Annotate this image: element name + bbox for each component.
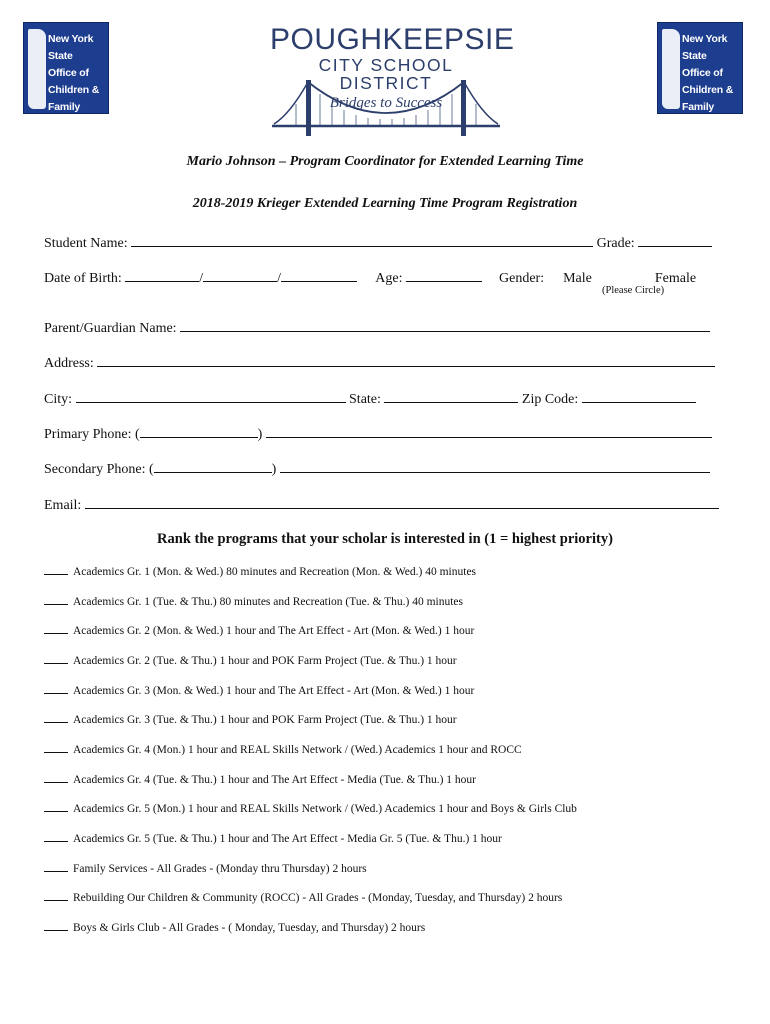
rank-field[interactable] <box>44 593 68 605</box>
parent-field[interactable] <box>180 317 710 332</box>
program-label: Family Services - All Grades - (Monday thru Thursday) 2 hours <box>73 863 367 875</box>
secondary-area-code-field[interactable] <box>154 458 272 473</box>
program-label: Academics Gr. 2 (Tue. & Thu.) 1 hour and POK Farm Project (Tue. & Thu.) 1 hour <box>73 655 457 667</box>
primary-phone-row <box>44 423 712 443</box>
grade-label: Grade: <box>596 236 635 251</box>
city-field[interactable] <box>76 388 346 403</box>
address-label: Address: <box>44 356 94 371</box>
student-name-row <box>44 232 712 252</box>
nys-ocfs-logo-left <box>23 22 109 130</box>
dob-slash: / <box>277 271 282 286</box>
coordinator-heading: Mario Johnson – Program Coordinator for Extended Learning Time <box>186 154 584 169</box>
state-label: State: <box>349 392 381 407</box>
program-label: Academics Gr. 3 (Tue. & Thu.) 1 hour and POK Farm Project (Tue. & Thu.) 1 hour <box>73 714 457 726</box>
gender-female-option[interactable]: Female <box>654 271 697 286</box>
age-field[interactable] <box>406 267 482 282</box>
program-item <box>44 830 502 845</box>
gender-label: Gender: <box>499 271 545 286</box>
primary-phone-label: Primary Phone: <box>44 427 132 442</box>
program-item <box>44 771 476 786</box>
rank-field[interactable] <box>44 860 68 872</box>
program-label: Academics Gr. 2 (Mon. & Wed.) 1 hour and The Art Effect - Art (Mon. & Wed.) 1 hour <box>73 625 475 637</box>
program-item <box>44 889 562 904</box>
rank-field[interactable] <box>44 889 68 901</box>
city-label: City: <box>44 392 73 407</box>
grade-field[interactable] <box>638 232 712 247</box>
zip-label: Zip Code: <box>521 392 579 407</box>
secondary-phone-label: Secondary Phone: <box>44 462 146 477</box>
rank-field[interactable] <box>44 711 68 723</box>
rank-field[interactable] <box>44 622 68 634</box>
program-label: Academics Gr. 5 (Mon.) 1 hour and REAL Skills Network / (Wed.) Academics 1 hour and Boys & Girls Club <box>73 803 577 815</box>
program-item <box>44 741 522 756</box>
student-name-label: Student Name: <box>44 236 128 251</box>
rank-field[interactable] <box>44 771 68 783</box>
student-name-field[interactable] <box>131 232 593 247</box>
state-field[interactable] <box>384 388 518 403</box>
rank-field[interactable] <box>44 652 68 664</box>
dob-month-field[interactable] <box>125 267 199 282</box>
program-item <box>44 652 457 667</box>
secondary-phone-row <box>44 458 710 478</box>
rank-field[interactable] <box>44 741 68 753</box>
parent-row <box>44 317 710 337</box>
age-label: Age: <box>375 271 403 286</box>
rank-field[interactable] <box>44 919 68 931</box>
district-subtitle: CITY SCHOOL DISTRICT <box>318 55 454 93</box>
area-code-close: ) <box>271 462 277 477</box>
address-row <box>44 352 715 372</box>
program-label: Academics Gr. 3 (Mon. & Wed.) 1 hour and The Art Effect - Art (Mon. & Wed.) 1 hour <box>73 685 475 697</box>
program-item <box>44 622 474 637</box>
area-code-close: ) <box>257 427 263 442</box>
dob-day-field[interactable] <box>203 267 277 282</box>
program-label: Academics Gr. 5 (Tue. & Thu.) 1 hour and The Art Effect - Media Gr. 5 (Tue. & Thu.) 1 hour <box>73 833 502 845</box>
program-item <box>44 682 474 697</box>
ocfs-logo-text: New York State Office of Children & Family Services <box>682 33 734 130</box>
program-item <box>44 563 476 578</box>
program-label: Academics Gr. 1 (Tue. & Thu.) 80 minutes and Recreation (Tue. & Thu.) 40 minutes <box>73 596 463 608</box>
program-label: Boys & Girls Club - All Grades - ( Monday, Tuesday, and Thursday) 2 hours <box>73 922 426 934</box>
program-label: Academics Gr. 4 (Mon.) 1 hour and REAL Skills Network / (Wed.) Academics 1 hour and ROCC <box>73 744 522 756</box>
primary-area-code-field[interactable] <box>140 423 258 438</box>
rank-field[interactable] <box>44 682 68 694</box>
ocfs-logo-text: New York State Office of Children & Family Services <box>48 33 100 130</box>
email-row <box>44 494 719 514</box>
city-row <box>44 388 696 408</box>
registration-title: 2018-2019 Krieger Extended Learning Time Program Registration <box>192 196 578 211</box>
rank-field[interactable] <box>44 563 68 575</box>
program-label: Rebuilding Our Children & Community (ROCC) - All Grades - (Monday, Tuesday, and Thursday) 2 hours <box>73 892 563 904</box>
address-field[interactable] <box>97 352 715 367</box>
email-field[interactable] <box>85 494 719 509</box>
please-circle-note: (Please Circle) <box>602 285 665 296</box>
program-item <box>44 860 367 875</box>
district-logo <box>270 23 515 142</box>
program-item <box>44 711 457 726</box>
district-tagline: Bridges to Success <box>329 95 443 111</box>
rank-field[interactable] <box>44 830 68 842</box>
dob-slash: / <box>199 271 204 286</box>
dob-year-field[interactable] <box>281 267 357 282</box>
secondary-phone-field[interactable] <box>280 458 710 473</box>
nys-ocfs-logo-right <box>657 22 743 130</box>
parent-label: Parent/Guardian Name: <box>44 321 177 336</box>
program-label: Academics Gr. 4 (Tue. & Thu.) 1 hour and The Art Effect - Media (Tue. & Thu.) 1 hour <box>73 774 476 786</box>
program-item <box>44 593 463 608</box>
dob-label: Date of Birth: <box>44 271 122 286</box>
email-label: Email: <box>44 498 82 513</box>
area-code-open: ( <box>148 462 154 477</box>
program-label: Academics Gr. 1 (Mon. & Wed.) 80 minutes and Recreation (Mon. & Wed.) 40 minutes <box>73 566 477 578</box>
bridge-icon <box>270 74 502 144</box>
district-name: POUGHKEEPSIE <box>270 23 515 56</box>
programs-title: Rank the programs that your scholar is interested in (1 = highest priority) <box>157 531 613 547</box>
gender-male-option[interactable]: Male <box>563 271 592 286</box>
dob-row <box>44 267 696 287</box>
area-code-open: ( <box>135 427 140 442</box>
primary-phone-field[interactable] <box>266 423 712 438</box>
program-item <box>44 919 425 934</box>
ny-state-map-icon <box>662 29 680 109</box>
zip-field[interactable] <box>582 388 696 403</box>
ny-state-map-icon <box>28 29 46 109</box>
rank-field[interactable] <box>44 800 68 812</box>
program-item <box>44 800 577 815</box>
